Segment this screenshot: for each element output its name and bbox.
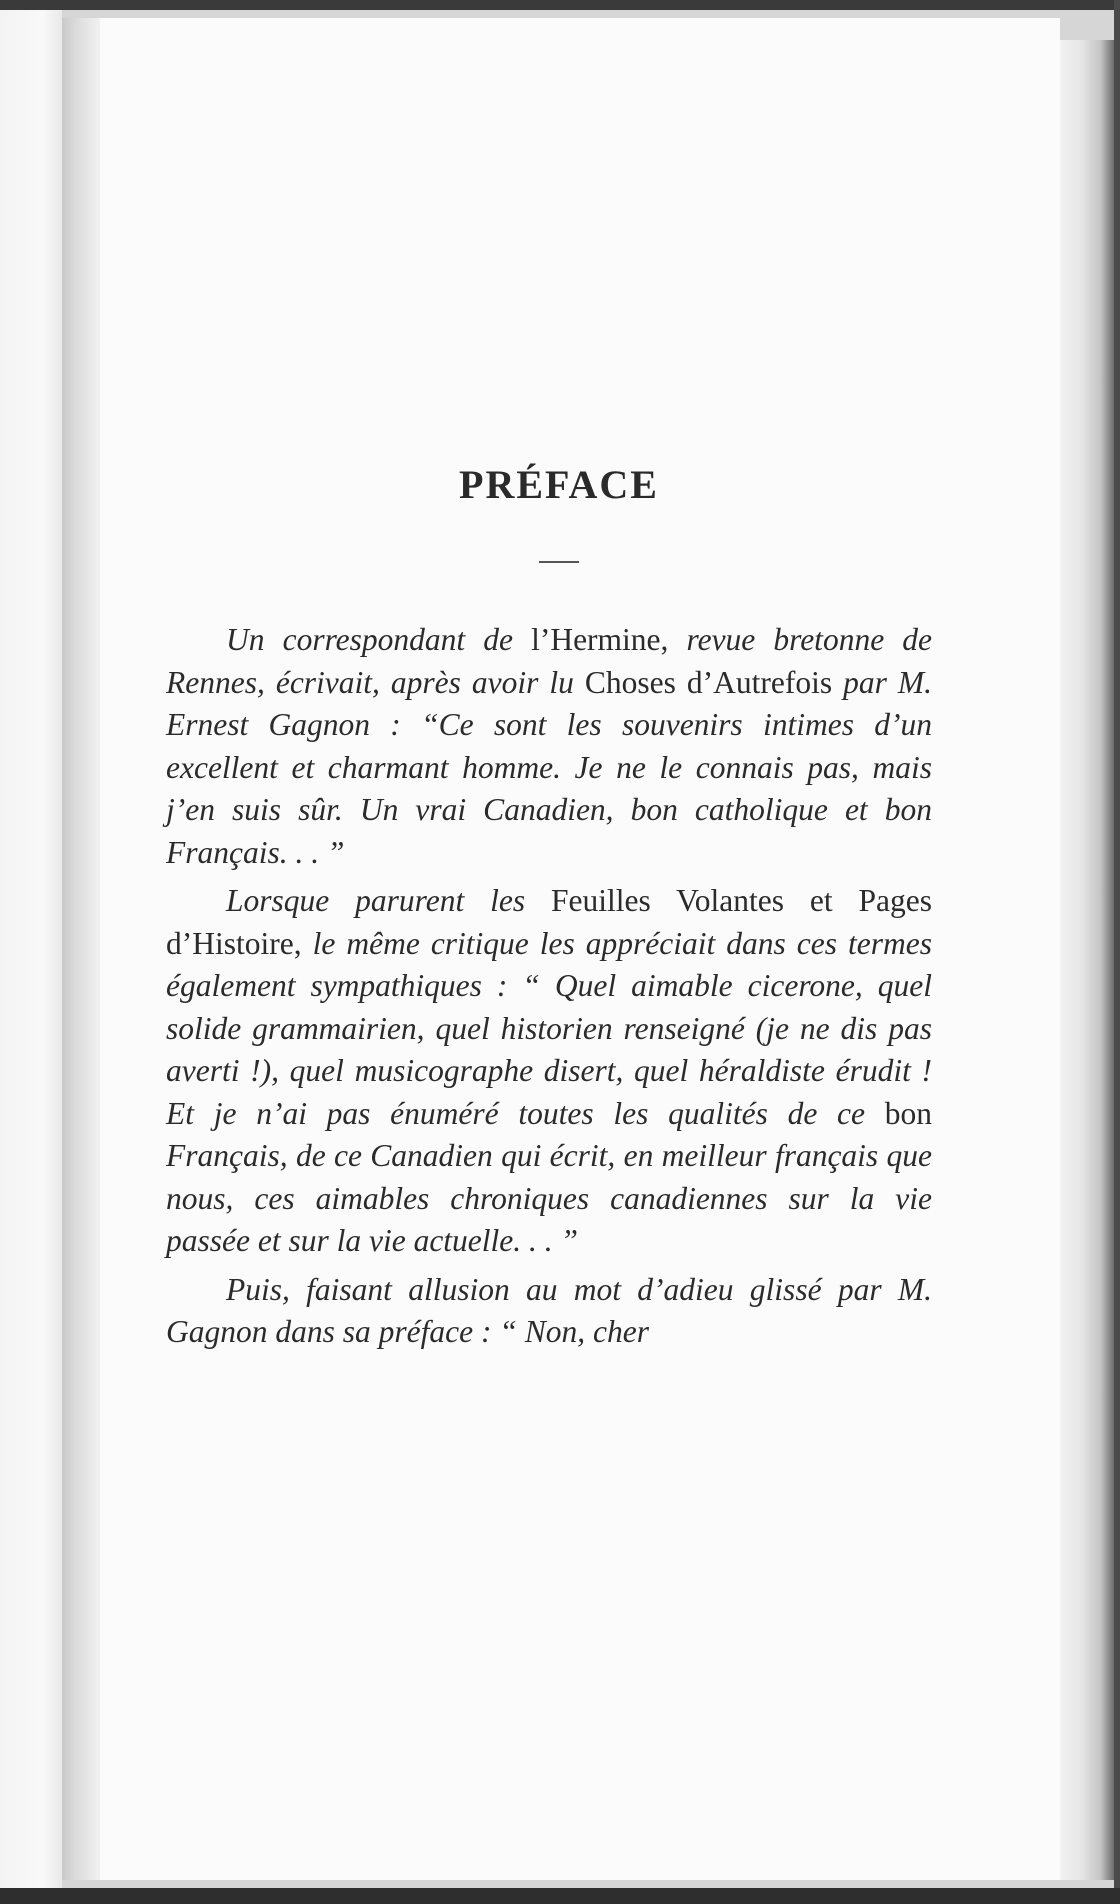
page-content <box>166 455 932 1360</box>
page-binding-edge <box>1060 40 1114 1880</box>
paragraph-1 <box>166 619 932 874</box>
page-title: PRÉFACE <box>459 462 659 507</box>
text-run: Pages d’Histoire, <box>166 883 933 961</box>
text-run: Français, de ce Canadien qui écrit, en meilleur français que nous, ces aimables chroniques canadiennes sur la vie passée et sur la vie actuelle. . . ” <box>166 1138 932 1258</box>
scan-border-bottom <box>0 1888 1120 1904</box>
text-run: par M. Ernest Gagnon : “Ce sont les souvenirs intimes d’un excellent et charmant homme. Je ne le connais pas, mais j’en suis sûr. Un vrai Canadien, bon catholique et bon Français. . . ” <box>166 664 932 870</box>
text-run: le même critique les appréciait dans ces termes également sympathiques : “ Quel aimable cicerone, quel solide grammairien, quel historien renseigné (je ne dis pas averti !), quel musicographe disert, quel héraldiste érudit ! Et je n’ai pas énuméré toutes les qualités de ce <box>166 925 932 1131</box>
text-run: Lorsque parurent les <box>226 883 552 918</box>
preface-body <box>166 619 932 1354</box>
text-run: et <box>784 883 859 918</box>
text-run: bon <box>884 1095 932 1131</box>
previous-page-edge <box>0 10 62 1888</box>
paragraph-2 <box>166 880 932 1263</box>
text-run: Feuilles Volantes <box>551 883 784 918</box>
title-divider <box>539 561 579 563</box>
text-run: Choses d’Autrefois <box>584 664 833 700</box>
paragraph-3 <box>166 1269 932 1354</box>
text-run: l’Hermine, <box>531 622 669 657</box>
scan-border-top <box>0 0 1120 10</box>
scan-border-right <box>1114 0 1120 1904</box>
text-run: revue bretonne de Rennes, écrivait, après avoir lu <box>166 622 932 700</box>
text-run: Un correspondant de <box>226 622 532 657</box>
text-run: Puis, faisant allusion au mot d’adieu glissé par M. Gagnon dans sa préface : “ Non, cher <box>166 1271 932 1349</box>
